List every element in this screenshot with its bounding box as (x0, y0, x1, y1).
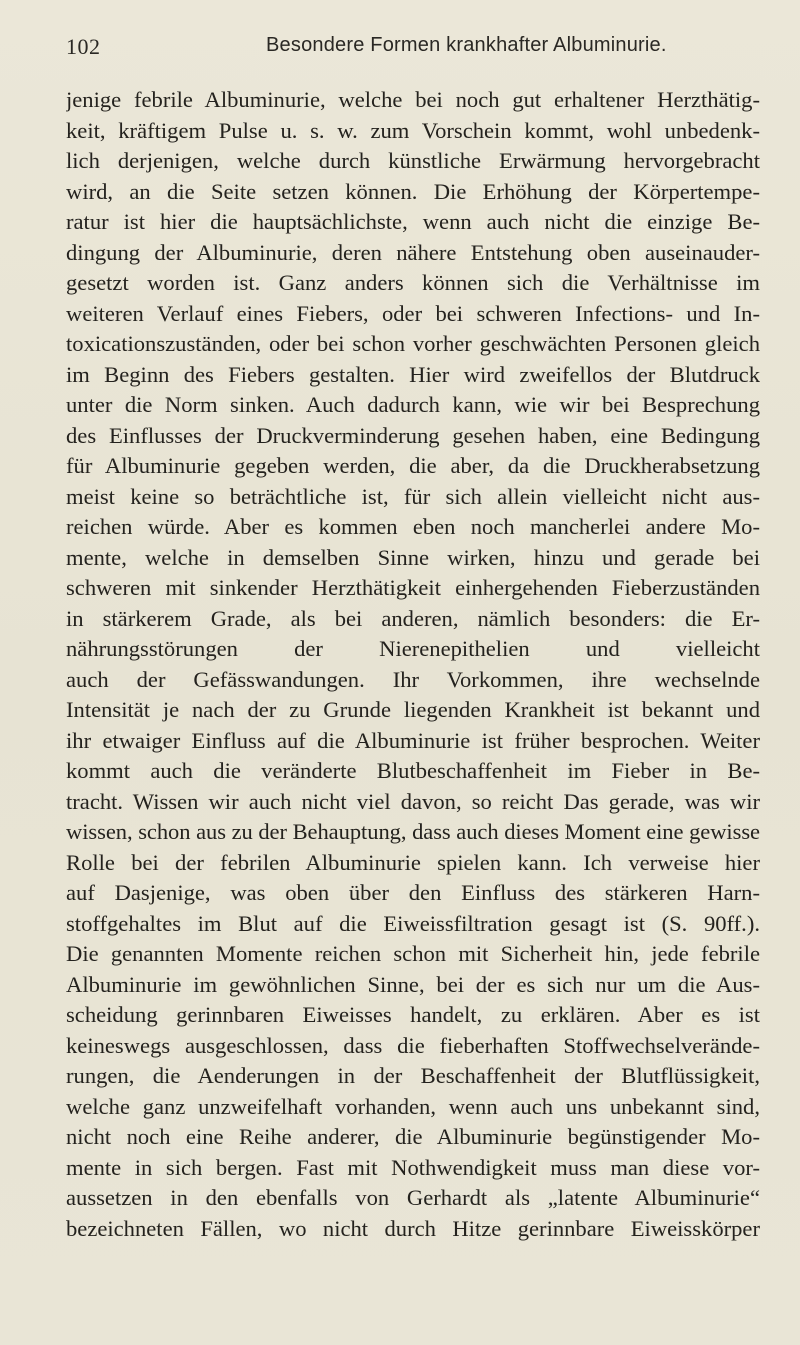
text-line: keit, kräftigem Pulse u. s. w. zum Vorschein kommt, wohl unbedenk- (66, 117, 760, 143)
text-line: schweren mit sinkender Herzthätigkeit einhergehenden Fieberzuständen (66, 575, 760, 600)
page-header (66, 34, 756, 68)
text-line: welche ganz unzweifelhaft vorhanden, wenn auch uns unbekannt sind, (66, 1093, 760, 1119)
text-line: auch der Gefässwandungen. Ihr Vorkommen, ihre wechselnde (66, 666, 760, 692)
text-line: für Albuminurie gegeben werden, die aber, da die Druckherabsetzung (66, 453, 760, 478)
text-line: Rolle bei der febrilen Albuminurie spielen kann. Ich verweise hier (66, 849, 760, 875)
text-line: scheidung gerinnbaren Eiweisses handelt, zu erklären. Aber es ist (66, 1002, 760, 1027)
text-line: mente, welche in demselben Sinne wirken, hinzu und gerade bei (66, 544, 760, 570)
text-line: wissen, schon aus zu der Behauptung, dass auch dieses Moment eine gewisse (66, 819, 760, 844)
text-line: aussetzen in den ebenfalls von Gerhardt als „latente Albuminurie“ (66, 1185, 760, 1210)
text-line: lich derjenigen, welche durch künstliche Erwärmung hervorgebracht (66, 148, 760, 173)
text-line: reichen würde. Aber es kommen eben noch mancherlei andere Mo- (66, 514, 760, 539)
text-line: Intensität je nach der zu Grunde liegenden Krankheit ist bekannt und (66, 697, 760, 722)
text-line: auf Dasjenige, was oben über den Einfluss des stärkeren Harn- (66, 880, 760, 905)
text-line: ihr etwaiger Einfluss auf die Albuminurie ist früher besprochen. Weiter (66, 727, 760, 753)
text-line: kommt auch die veränderte Blutbeschaffenheit im Fieber in Be- (66, 758, 760, 783)
text-line: nicht noch eine Reihe anderer, die Albuminurie begünstigender Mo- (66, 1124, 760, 1149)
text-line: dingung der Albuminurie, deren nähere Entstehung oben auseinauder- (66, 239, 760, 265)
text-line: jenige febrile Albuminurie, welche bei noch gut erhaltener Herzthätig- (66, 87, 760, 112)
running-head: Besondere Formen krankhafter Albuminurie. (266, 34, 667, 56)
text-line: gesetzt worden ist. Ganz anders können sich die Verhältnisse im (66, 270, 760, 295)
text-line: ratur ist hier die hauptsächlichste, wenn auch nicht die einzige Be- (66, 209, 760, 234)
text-line: nährungsstörungen der Nierenepithelien und vielleicht (66, 636, 760, 661)
text-line: keineswegs ausgeschlossen, dass die fieberhaften Stoffwechselverände- (66, 1032, 760, 1058)
text-line: tracht. Wissen wir auch nicht viel davon, so reicht Das gerade, was wir (66, 788, 760, 814)
text-line: meist keine so beträchtliche ist, für sich allein vielleicht nicht aus- (66, 483, 760, 509)
text-line: stoffgehaltes im Blut auf die Eiweissfiltration gesagt ist (S. 90ff.). (66, 910, 760, 936)
text-line: weiteren Verlauf eines Fiebers, oder bei schweren Infections- und In- (66, 300, 760, 326)
text-line: des Einflusses der Druckverminderung gesehen haben, eine Bedingung (66, 422, 760, 448)
body-text (66, 85, 760, 1244)
text-line: mente in sich bergen. Fast mit Nothwendigkeit muss man diese vor- (66, 1154, 760, 1180)
text-line: Die genannten Momente reichen schon mit Sicherheit hin, jede febrile (66, 941, 760, 966)
text-line: rungen, die Aenderungen in der Beschaffenheit der Blutflüssigkeit, (66, 1063, 760, 1088)
text-line: toxicationszuständen, oder bei schon vorher geschwächten Personen gleich (66, 331, 760, 356)
text-line: wird, an die Seite setzen können. Die Erhöhung der Körpertempe- (66, 178, 760, 204)
page-number: 102 (66, 34, 101, 59)
text-line: bezeichneten Fällen, wo nicht durch Hitze gerinnbare Eiweisskörper (66, 1215, 760, 1241)
text-line: unter die Norm sinken. Auch dadurch kann, wie wir bei Besprechung (66, 392, 760, 417)
text-line: Albuminurie im gewöhnlichen Sinne, bei der es sich nur um die Aus- (66, 971, 760, 997)
text-line: in stärkerem Grade, als bei anderen, nämlich besonders: die Er- (66, 605, 760, 631)
text-line: im Beginn des Fiebers gestalten. Hier wird zweifellos der Blutdruck (66, 361, 760, 387)
